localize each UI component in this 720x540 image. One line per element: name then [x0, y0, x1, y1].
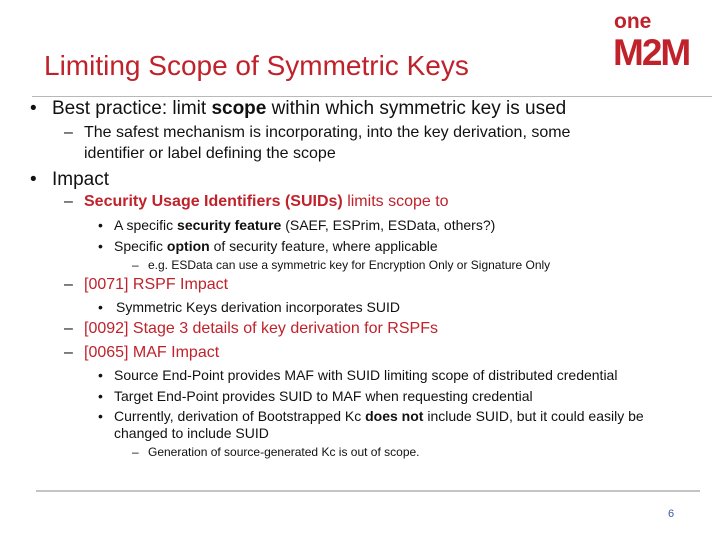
item-bootstrapped-kc: • Currently, derivation of Bootstrapped Kc does not include SUID, but it could easily be [98, 408, 644, 424]
sub-bullet-maf-impact: – [0065] MAF Impact [64, 344, 220, 361]
bullet-marker: • [98, 238, 103, 254]
logo-top-text: one [614, 10, 652, 33]
dash-marker: – [64, 124, 73, 141]
item-source-endpoint: • Source End-Point provides MAF with SUID limiting scope of distributed credential [98, 367, 618, 383]
item-option: • Specific option of security feature, where applicable [98, 238, 438, 254]
sub-bullet-rspf-impact: – [0071] RSPF Impact [64, 276, 229, 293]
dash-marker: – [64, 193, 73, 210]
sub-bullet-stage3: – [0092] Stage 3 details of key derivation for RSPFs [64, 320, 438, 337]
bullet-marker: • [98, 408, 103, 424]
item-security-feature: • A specific security feature (SAEF, ESPrim, ESData, others?) [98, 217, 496, 233]
bullet-marker: • [30, 98, 37, 119]
bullet-marker: • [30, 169, 37, 190]
sub-bullet-safest-mechanism-cont: identifier or label defining the scope [84, 145, 336, 162]
bullet-marker: • [98, 217, 103, 233]
dash-marker: – [132, 258, 139, 272]
onem2m-logo [612, 8, 706, 70]
bullet-marker: • [98, 388, 103, 404]
page-number: 6 [668, 508, 675, 520]
logo-bottom-text: M2M [613, 32, 690, 70]
item-esdata-example: – e.g. ESData can use a symmetric key for Encryption Only or Signature Only [132, 258, 551, 272]
dash-marker: – [64, 320, 73, 337]
bullet-marker: • [98, 367, 103, 383]
title-divider [32, 96, 712, 97]
item-target-endpoint: • Target End-Point provides SUID to MAF when requesting credential [98, 388, 533, 404]
bullet-impact: • Impact [30, 169, 110, 190]
sub-bullet-safest-mechanism: – The safest mechanism is incorporating, into the key derivation, some [64, 124, 571, 141]
bullet-best-practice: • Best practice: limit scope within which symmetric key is used [30, 98, 567, 119]
item-bootstrapped-kc-cont: changed to include SUID [114, 425, 269, 441]
item-source-generated-kc: – Generation of source-generated Kc is out of scope. [132, 445, 420, 459]
footer-divider [36, 490, 700, 492]
item-symmetric-derivation: • Symmetric Keys derivation incorporates SUID [98, 299, 400, 315]
sub-bullet-suids: – Security Usage Identifiers (SUIDs) limits scope to [64, 193, 449, 210]
dash-marker: – [64, 276, 73, 293]
dash-marker: – [132, 445, 139, 459]
slide-title: Limiting Scope of Symmetric Keys [44, 50, 469, 81]
bullet-marker: • [98, 299, 103, 315]
dash-marker: – [64, 344, 73, 361]
